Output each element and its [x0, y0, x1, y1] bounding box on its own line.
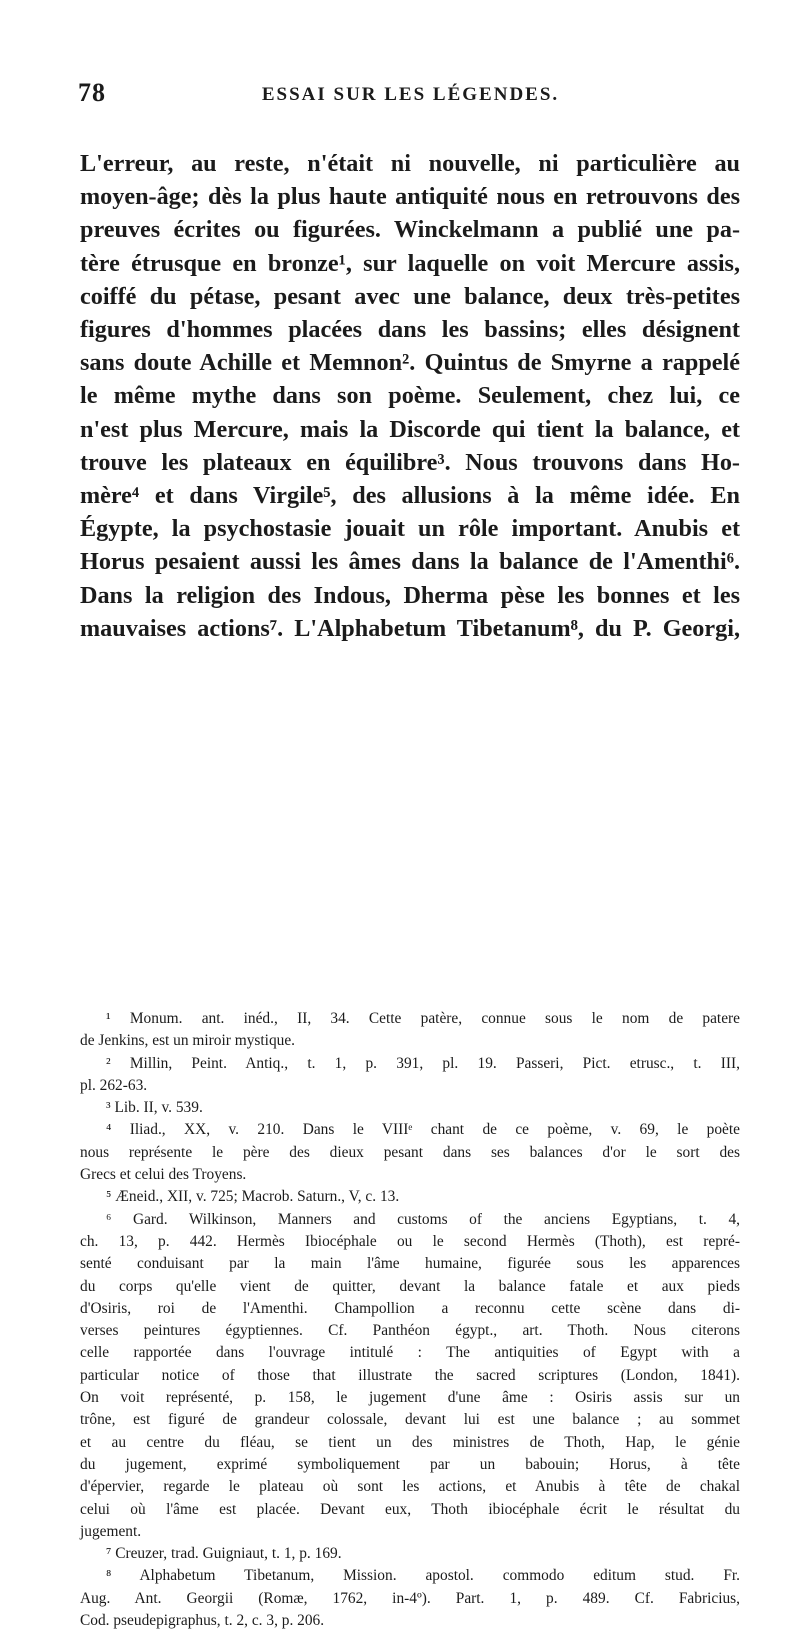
footnote-line: pl. 262-63.	[80, 1076, 148, 1094]
body-line: Horus pesaient aussi les âmes dans la balance de l'Amenthi⁶.	[80, 548, 740, 576]
page-number: 78	[78, 78, 106, 107]
body-line: L'erreur, au reste, n'était ni nouvelle, ni particulière au	[80, 150, 740, 177]
footnote-line: ch. 13, p. 442. Hermès Ibiocéphale ou le second Hermès (Thoth), est repré-	[80, 1232, 740, 1250]
footnote-line: celle rapportée dans l'ouvrage intitulé : The antiquities of Egypt with a	[80, 1344, 740, 1362]
footnote-line: d'Osiris, roi de l'Amenthi. Champollion a reconnu cette scène dans di-	[80, 1299, 740, 1317]
footnote-line: du jugement, exprimé symboliquement par un babouin; Horus, à tête	[80, 1455, 740, 1473]
body-line: figures d'hommes placées dans les bassins; elles désignent	[80, 316, 740, 344]
body-line: trouve les plateaux en équilibre³. Nous trouvons dans Ho-	[80, 448, 740, 476]
footnote-line: ¹ Monum. ant. inéd., II, 34. Cette patère, connue sous le nom de patere	[106, 1010, 740, 1027]
running-title: ESSAI SUR LES LÉGENDES.	[261, 84, 560, 105]
footnote-line: de Jenkins, est un miroir mystique.	[80, 1032, 296, 1050]
footnote-line: ⁶ Gard. Wilkinson, Manners and customs of the anciens Egyptians, t. 4,	[106, 1210, 740, 1228]
body-line: Égypte, la psychostasie jouait un rôle important. Anubis et	[80, 515, 740, 543]
footnote-line: du corps qu'elle vient de quitter, devant la balance fatale et aux pieds	[80, 1277, 740, 1295]
body-line: coiffé du pétase, pesant avec une balance, deux très-petites	[80, 282, 740, 310]
footnote-line: verses peintures égyptiennes. Cf. Panthéon égypt., art. Thoth. Nous citerons	[80, 1322, 740, 1340]
footnote-line: et au centre du fléau, se tient un des ministres de Thoth, Hap, le génie	[80, 1433, 740, 1451]
page-header	[78, 78, 743, 118]
footnote-line: Aug. Ant. Georgii (Romæ, 1762, in-4º). Part. 1, p. 489. Cf. Fabricius,	[80, 1589, 740, 1607]
footnote-line: ⁸ Alphabetum Tibetanum, Mission. apostol. commodo editum stud. Fr.	[106, 1567, 740, 1585]
footnote-line: On voit représenté, p. 158, le jugement d'une âme : Osiris assis sur un	[80, 1389, 740, 1407]
body-line: mère⁴ et dans Virgile⁵, des allusions à la même idée. En	[80, 482, 740, 510]
footnotes	[80, 1008, 740, 1632]
footnote-line: particular notice of those that illustrate the sacred scriptures (London, 1841).	[80, 1366, 740, 1384]
footnote-line: ⁵ Æneid., XII, v. 725; Macrob. Saturn., V, c. 13.	[106, 1188, 400, 1206]
main-paragraph	[80, 147, 740, 645]
footnote-line: Grecs et celui des Troyens.	[80, 1166, 247, 1184]
footnote-line: celui où l'âme est placée. Devant eux, Thoth ibiocéphale écrit le résultat du	[80, 1500, 740, 1518]
footnote-line: ⁷ Creuzer, trad. Guigniaut, t. 1, p. 169.	[106, 1545, 342, 1563]
footnote-line: nous représente le père des dieux pesant dans ses balances d'or le sort des	[80, 1143, 740, 1161]
footnote-line: senté conduisant par la main l'âme humaine, figurée sous les apparences	[80, 1255, 740, 1273]
body-line: moyen-âge; dès la plus haute antiquité nous en retrouvons des	[80, 183, 740, 211]
body-line: preuves écrites ou figurées. Winckelmann a publié une pa-	[80, 216, 740, 244]
footnote-line: ⁴ Iliad., XX, v. 210. Dans le VIIIᵉ chant de ce poème, v. 69, le poète	[106, 1121, 740, 1139]
footnote-line: ³ Lib. II, v. 539.	[106, 1099, 203, 1117]
body-line: sans doute Achille et Memnon². Quintus de Smyrne a rappelé	[80, 349, 740, 377]
body-line: tère étrusque en bronze¹, sur laquelle on voit Mercure assis,	[80, 249, 740, 277]
footnote-line: Cod. pseudepigraphus, t. 2, c. 3, p. 206.	[80, 1612, 325, 1630]
footnote-line: jugement.	[80, 1522, 142, 1540]
body-line: le même mythe dans son poème. Seulement, chez lui, ce	[80, 382, 740, 410]
body-line: n'est plus Mercure, mais la Discorde qui tient la balance, et	[80, 415, 740, 443]
footnote-line: ² Millin, Peint. Antiq., t. 1, p. 391, pl. 19. Passeri, Pict. etrusc., t. III,	[106, 1054, 740, 1072]
footnote-line: d'épervier, regarde le plateau où sont les actions, et Anubis à tête de chakal	[80, 1478, 740, 1496]
body-line: Dans la religion des Indous, Dherma pèse les bonnes et les	[80, 581, 740, 609]
body-line: mauvaises actions⁷. L'Alphabetum Tibetanum⁸, du P. Georgi,	[80, 614, 740, 642]
footnote-line: trône, est figuré de grandeur colossale, devant lui est une balance ; au sommet	[80, 1411, 740, 1429]
